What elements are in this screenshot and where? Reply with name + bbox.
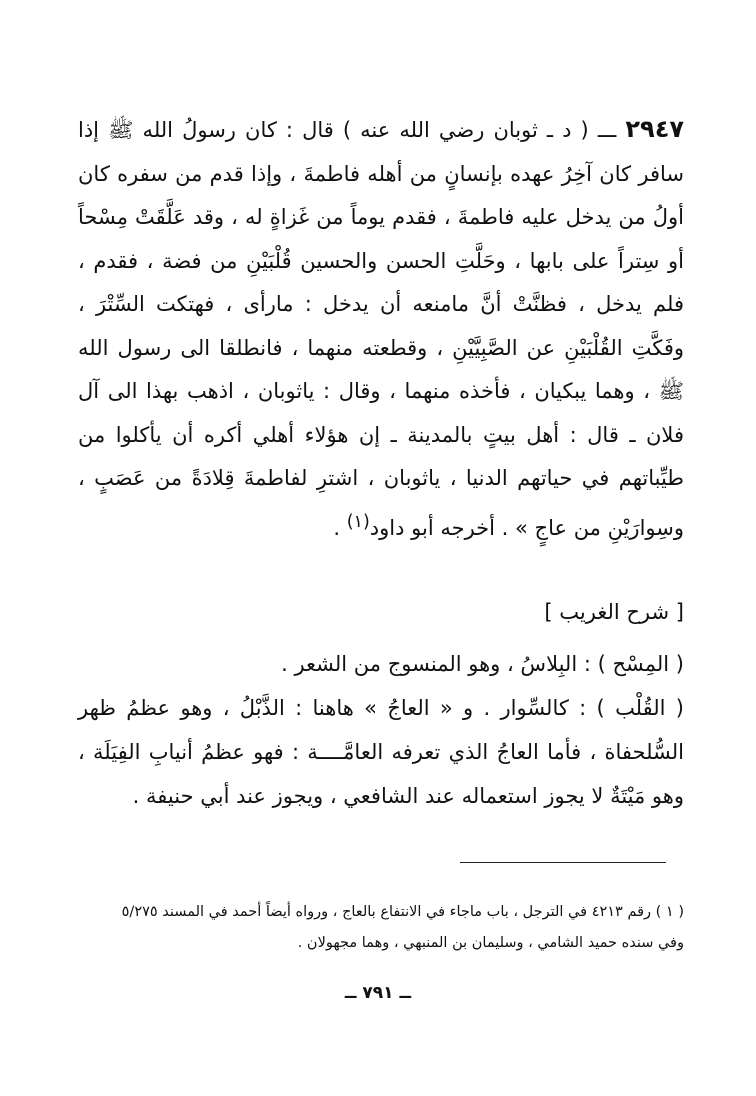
footnote (78, 897, 684, 959)
footnote-divider (460, 862, 666, 863)
gloss-item-qulb: ( القُلْب ) : كالسِّوار . و « العاجُ » هاهنا : الذَّبْلُ ، وهو عظمُ ظهر السُّلحفاة ، فأما العاجُ الذي تعرفه العامَّــــة : فهو عظمُ أنيابِ الفِيَلَة ، وهو مَيْتَةٌ لا يجوز استعماله عند الشافعي ، ويجوز عند أبي حنيفة . (78, 696, 684, 808)
footnote-marker: (١) (346, 511, 370, 532)
gloss-item-mish: ( المِسْح ) : البِلاسُ ، وهو المنسوج من الشعر . (281, 652, 684, 676)
footnote-line-2: وفي سنده حميد الشامي ، وسليمان بن المنبهي ، وهما مجهولان . (297, 935, 684, 951)
hadith-paragraph (78, 108, 684, 550)
footnote-line-1: ( ١ ) رقم ٤٢١٣ في الترجل ، باب ماجاء في الانتفاع بالعاج ، ورواه أيضاً أحمد في المسند ٥/٢٧٥ (121, 904, 684, 920)
hadith-number: ٢٩٤٧ (625, 115, 684, 143)
hadith-end: . (333, 515, 347, 540)
page-number: ــ ٧٩١ ــ (344, 983, 412, 1003)
hadith-body (78, 108, 684, 550)
section-heading: [ شرح الغريب ] (544, 600, 684, 624)
gloss-list (78, 642, 684, 818)
hadith-text: ـــ ( د ـ ثوبان رضي الله عنه ) قال : كان رسولُ الله ﷺ إذا سافر كان آخِرُ عهده بإنسانٍ من أهله فاطمةَ ، وإذا قدم من سفره كان أولُ من يدخل عليه فاطمةَ ، فقدم يوماً من غَزاةٍ له ، وقد عَلَّقَتْ مِسْحاً أو سِتراً على بابها ، وحَلَّتِ الحسن والحسين قُلْبَيْنِ من فضة ، فقدم ، فلم يدخل ، فظنَّتْ أنَّ مامنعه أن يدخل : مارأى ، فهتكت السِّتْرَ ، وفَكَّتِ القُلْبَيْنِ عن الصَّبِيَّيْنِ ، وقطعته منهما ، فانطلقا الى رسول الله ﷺ ، وهما يبكيان ، فأخذه منهما ، وقال : ياثوبان ، اذهب بهذا الى آل فلان ـ قال : أهل بيتٍ بالمدينة ـ إن هؤلاء أهلي أكره أن يأكلوا من طيِّباتهم في حياتهم الدنيا ، ياثوبان ، اشترِ لفاطمةَ قِلادَةً من عَصَبٍ ، وسِوارَيْنِ من عاجٍ » . أخرجه أبو داود (78, 118, 684, 540)
